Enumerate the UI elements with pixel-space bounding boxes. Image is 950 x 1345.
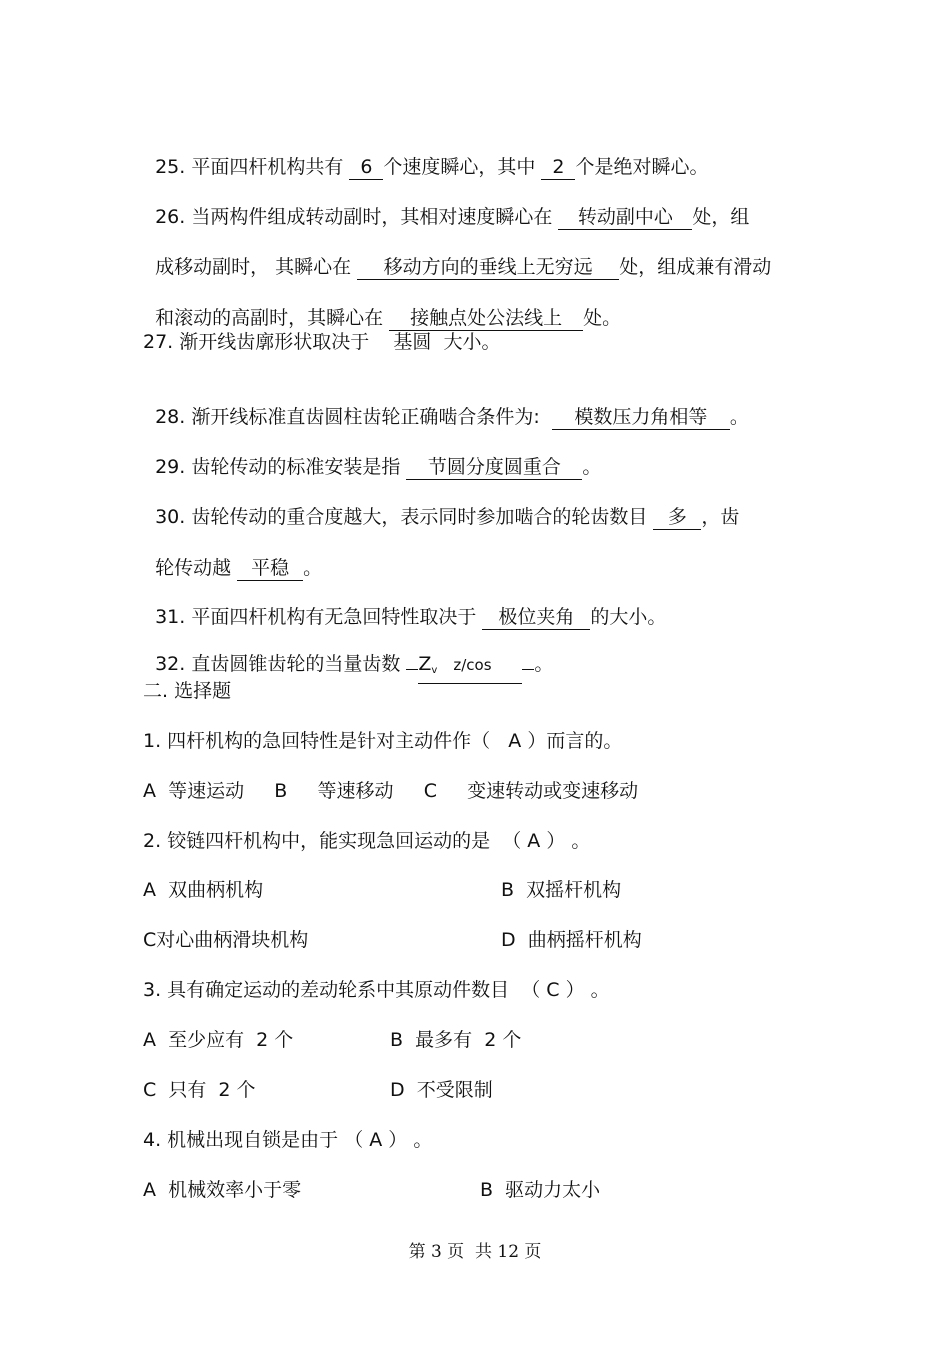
q28-answer: 模数压力角相等 [552,405,730,430]
q32-blank-right [522,669,534,670]
question-32 [143,625,553,684]
choice-question-3: 3. 具有确定运动的差动轮系中其原动件数目 （ C ） 。 [143,979,610,1001]
choice-1-options: A 等速运动 B 等速移动 C 变速转动或变速移动 [143,780,639,802]
question-25 [143,128,708,180]
q25-text-pre: 25. 平面四杆机构共有 [155,156,350,178]
q32-answer-formula: z/cos [453,656,492,674]
choice-2-option-a: A 双曲柄机构 [143,879,264,901]
q26-answer-1: 转动副中心 [558,205,692,230]
choice-4-option-b: B 驱动力太小 [480,1179,601,1201]
q26-text-l3-pre: 和滚动的高副时，其瞬心在 [155,307,390,329]
question-31 [143,578,666,630]
q30-text-post-1: ，齿 [701,506,740,528]
q32-answer-subscript: v [431,665,438,676]
question-30-line-2 [143,529,322,581]
q26-text-pre: 26. 当两构件组成转动副时，其相对速度瞬心在 [155,206,559,228]
question-28 [143,378,749,430]
choice-4-option-a: A 机械效率小于零 [143,1179,302,1201]
choice-3-option-b: B 最多有 2 个 [390,1029,522,1051]
choice-2-option-c: C对心曲柄滑块机构 [143,929,309,951]
q26-text-post-1: 处，组 [692,206,750,228]
q31-text-pre: 31. 平面四杆机构有无急回特性取决于 [155,606,483,628]
q30-text-pre: 30. 齿轮传动的重合度越大，表示同时参加啮合的轮齿数目 [155,506,654,528]
q31-answer: 极位夹角 [482,605,590,630]
question-26-line-2 [143,228,771,280]
page-number: 第 3 页 共 12 页 [408,1242,542,1262]
q25-answer-1: 6 [349,155,383,180]
choice-2-option-d: D 曲柄摇杆机构 [501,929,642,951]
q26-answer-2: 移动方向的垂线上无穷远 [357,255,619,280]
q25-text-post: 个是绝对瞬心。 [575,156,709,178]
choice-question-4: 4. 机械出现自锁是由于 （ A ） 。 [143,1129,433,1151]
choice-question-1: 1. 四杆机构的急回特性是针对主动件作（ A ）而言的。 [143,730,623,752]
q32-blank-left [406,669,418,670]
section-heading-choice: 二. 选择题 [143,680,232,702]
q32-text-pre: 32. 直齿圆锥齿轮的当量齿数 [155,653,407,675]
choice-question-2: 2. 铰链四杆机构中，能实现急回运动的是 （ A ） 。 [143,830,591,852]
q30-text-l2-pre: 轮传动越 [155,557,238,579]
q29-text-post: 。 [582,456,602,478]
q30-answer-1: 多 [653,505,701,530]
q26-text-l2-pre: 成移动副时， 其瞬心在 [155,256,358,278]
question-26-line-1 [143,178,749,230]
question-26-line-3 [143,279,621,331]
choice-3-option-d: D 不受限制 [390,1079,493,1101]
q26-answer-3: 接触点处公法线上 [389,306,583,331]
q30-answer-2: 平稳 [237,556,303,581]
q25-text-mid: 个速度瞬心，其中 [383,156,542,178]
choice-2-option-b: B 双摇杆机构 [501,879,622,901]
choice-3-option-a: A 至少应有 2 个 [143,1029,294,1051]
q32-text-post: 。 [534,653,554,675]
q25-answer-2: 2 [541,155,575,180]
q28-text-post: 。 [729,406,749,428]
q32-answer [418,652,522,684]
q26-text-post-2: 处，组成兼有滑动 [619,256,772,278]
q29-answer: 节圆分度圆重合 [406,455,582,480]
q29-text-pre: 29. 齿轮传动的标准安装是指 [155,456,407,478]
q28-text-pre: 28. 渐开线标准直齿圆柱齿轮正确啮合条件为: [155,406,552,428]
question-29 [143,428,601,480]
q30-text-post-2: 。 [303,557,323,579]
q32-answer-z: Z [418,653,432,675]
q31-text-post: 的大小。 [590,606,667,628]
question-30-line-1 [143,478,739,530]
choice-3-option-c: C 只有 2 个 [143,1079,256,1101]
page-footer [0,1237,950,1262]
question-27: 27. 渐开线齿廓形状取决于 基圆 大小。 [143,331,501,353]
q26-text-post-3: 处。 [583,307,622,329]
